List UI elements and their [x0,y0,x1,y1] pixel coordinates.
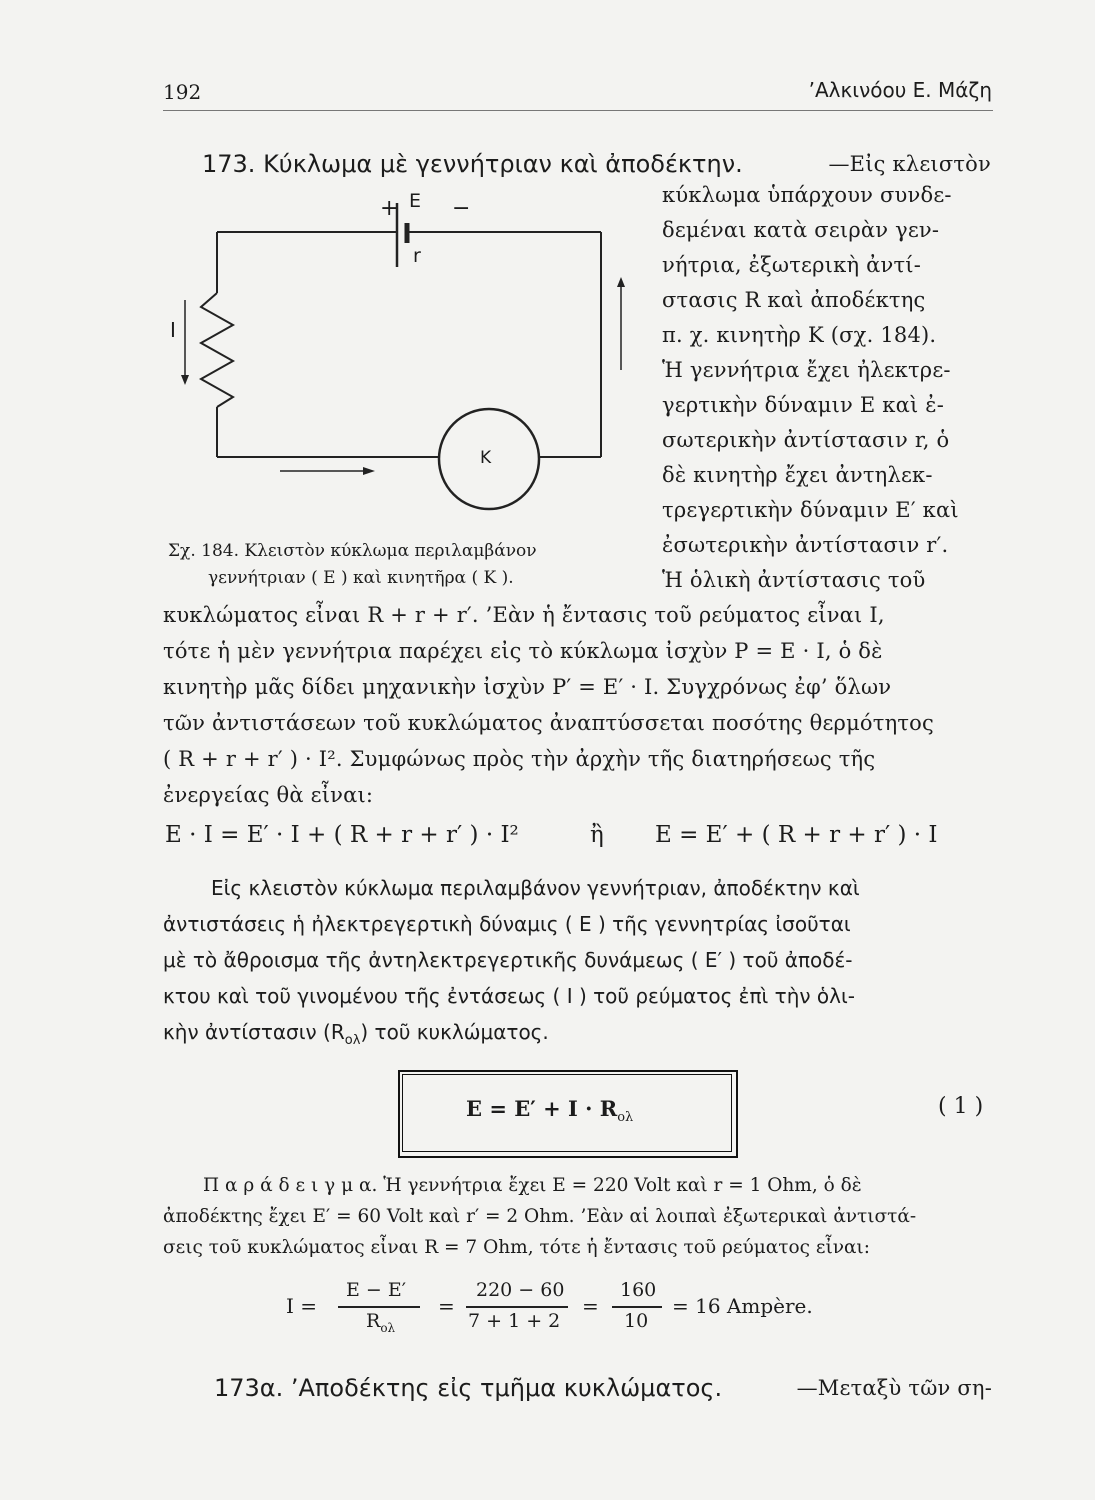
calc-fraction1-denominator [366,1310,395,1335]
figure-caption-line2: γεννήτριαν ( E ) καὶ κινητῆρα ( K ). [208,568,514,588]
equation-right: E = E′ + ( R + r + r′ ) · I [655,822,938,848]
section-heading-cont: —Εἰς κλειστὸν [828,152,991,176]
current-arrow-left-head [181,375,189,385]
calc-fraction1-numerator: E − E′ [346,1279,407,1301]
equation-left: E · I = E′ · I + ( R + r + r′ ) · I² [165,822,519,848]
calc-lhs: I = [286,1294,318,1318]
example-line [203,1175,862,1196]
battery-r-label: r [413,245,421,267]
rule-line: Εἰς κλειστὸν κύκλωμα περιλαμβάνον γεννήτριαν, ἀποδέκτην καὶ [211,876,860,900]
calc-fraction2-bar [466,1306,568,1308]
body-line: κινητὴρ μᾶς δίδει μηχανικὴν ἰσχὺν P′ = E′ · I. Συγχρόνως ἐφ’ ὅλων [163,675,892,699]
body-line: ἐνεργείας θὰ εἶναι: [163,783,374,807]
calc-fraction1-den-text: R [366,1310,381,1332]
calc-equals1: = [438,1294,455,1318]
wrap-line: νήτρια, ἐξωτερικὴ ἀντί- [662,253,921,277]
rule-text-b: ) τοῦ κυκλώματος. [360,1020,549,1044]
equation-or: ἢ [590,822,604,848]
current-I-label: I [170,318,176,342]
calc-result: = 16 Ampère. [672,1294,813,1318]
equation-number: ( 1 ) [938,1094,984,1119]
rule-line: μὲ τὸ ἄθροισμα τῆς ἀντηλεκτρεγερτικῆς δυνάμεως ( E′ ) τοῦ ἀποδέ- [163,948,853,972]
section-heading: 173. Κύκλωμα μὲ γεννήτριαν καὶ ἀποδέκτην. [202,150,743,178]
calc-fraction3-bar [612,1306,662,1308]
example-line: σεις τοῦ κυκλώματος εἶναι R = 7 Ohm, τότε ἡ ἔντασις τοῦ ρεύματος εἶναι: [163,1237,870,1258]
calc-fraction1-den-sub: ολ [380,1320,396,1335]
rule-line-last [163,1020,549,1048]
motor-K-label: K [480,448,492,468]
wrap-line: δεμέναι κατὰ σειρὰν γεν- [662,218,940,242]
example-label: Π α ρ ά δ ε ι γ μ α. [203,1175,378,1196]
body-line: κυκλώματος εἶναι R + r + r′. ’Εὰν ἡ ἔντασις τοῦ ρεύματος εἶναι I, [163,603,885,627]
wrap-line: τρεγερτικὴν δύναμιν E′ καὶ [662,498,959,522]
current-arrow-right-head [617,277,625,287]
wrap-line: δὲ κινητὴρ ἔχει ἀντηλεκ- [662,463,933,487]
calc-fraction2-numerator: 220 − 60 [476,1279,565,1301]
circuit-diagram [165,185,625,535]
wrap-line: στασις R καὶ ἀποδέκτης [662,288,926,312]
calc-fraction3-numerator: 160 [620,1279,657,1301]
resistor-zigzag [201,293,233,407]
boxed-equation-text: E = E′ + I · R [466,1096,618,1121]
wrap-line: π. χ. κινητὴρ K (σχ. 184). [662,323,937,347]
battery-minus-label: − [452,196,471,221]
wrap-line: γερτικὴν δύναμιν E καὶ ἐ- [662,393,945,417]
wrap-line: Ἡ ὁλικὴ ἀντίστασις τοῦ [662,568,926,592]
calc-fraction1-bar [338,1306,420,1308]
example-text: Ἡ γεννήτρια ἔχει E = 220 Volt καὶ r = 1 Ohm, ὁ δὲ [377,1175,862,1196]
header-rule [163,110,993,111]
calc-fraction3-denominator: 10 [624,1310,649,1332]
running-title: ’Αλκινόου Ε. Μάζη [808,78,992,102]
body-line: τότε ἡ μὲν γεννήτρια παρέχει εἰς τὸ κύκλωμα ἰσχὺν P = E · I, ὁ δὲ [163,639,883,663]
example-line: ἀποδέκτης ἔχει E′ = 60 Volt καὶ r′ = 2 Ohm. ’Εὰν αἱ λοιπαὶ ἐξωτερικαὶ ἀντιστά- [163,1206,917,1227]
calc-fraction2-denominator: 7 + 1 + 2 [468,1310,561,1332]
rule-text-a: κὴν ἀντίστασιν (R [163,1020,345,1044]
rule-subscript: ολ [344,1033,361,1048]
boxed-equation [466,1096,633,1125]
wrap-line: Ἡ γεννήτρια ἔχει ἠλεκτρε- [662,358,951,382]
section-173a-heading-cont: —Μεταξὺ τῶν ση- [796,1376,992,1400]
boxed-equation-subscript: ολ [617,1110,634,1126]
battery-E-label: E [409,190,422,212]
calc-equals2: = [582,1294,599,1318]
rule-line: ἀντιστάσεις ἡ ἠλεκτρεγερτικὴ δύναμις ( E ) τῆς γεννητρίας ἰσοῦται [163,912,851,936]
figure-caption-line1: Σχ. 184. Κλειστὸν κύκλωμα περιλαμβάνον [168,541,537,561]
wrap-line: σωτερικὴν ἀντίστασιν r, ὁ [662,428,950,452]
page-number: 192 [163,80,202,104]
section-173a-heading: 173α. ’Αποδέκτης εἰς τμῆμα κυκλώματος. [214,1374,723,1402]
wrap-line: κύκλωμα ὑπάρχουν συνδε- [662,183,952,207]
body-line: ( R + r + r′ ) · I². Συμφώνως πρὸς τὴν ἀρχὴν τῆς διατηρήσεως τῆς [163,747,876,771]
body-line: τῶν ἀντιστάσεων τοῦ κυκλώματος ἀναπτύσσεται ποσότης θερμότητος [163,711,934,735]
battery-plus-label: + [380,196,399,221]
current-arrow-bottom-head [363,467,375,475]
wrap-line: ἐσωτερικὴν ἀντίστασιν r′. [662,533,949,557]
rule-line: κτου καὶ τοῦ γινομένου τῆς ἐντάσεως ( I ) τοῦ ρεύματος ἐπὶ τὴν ὁλι- [163,984,855,1008]
